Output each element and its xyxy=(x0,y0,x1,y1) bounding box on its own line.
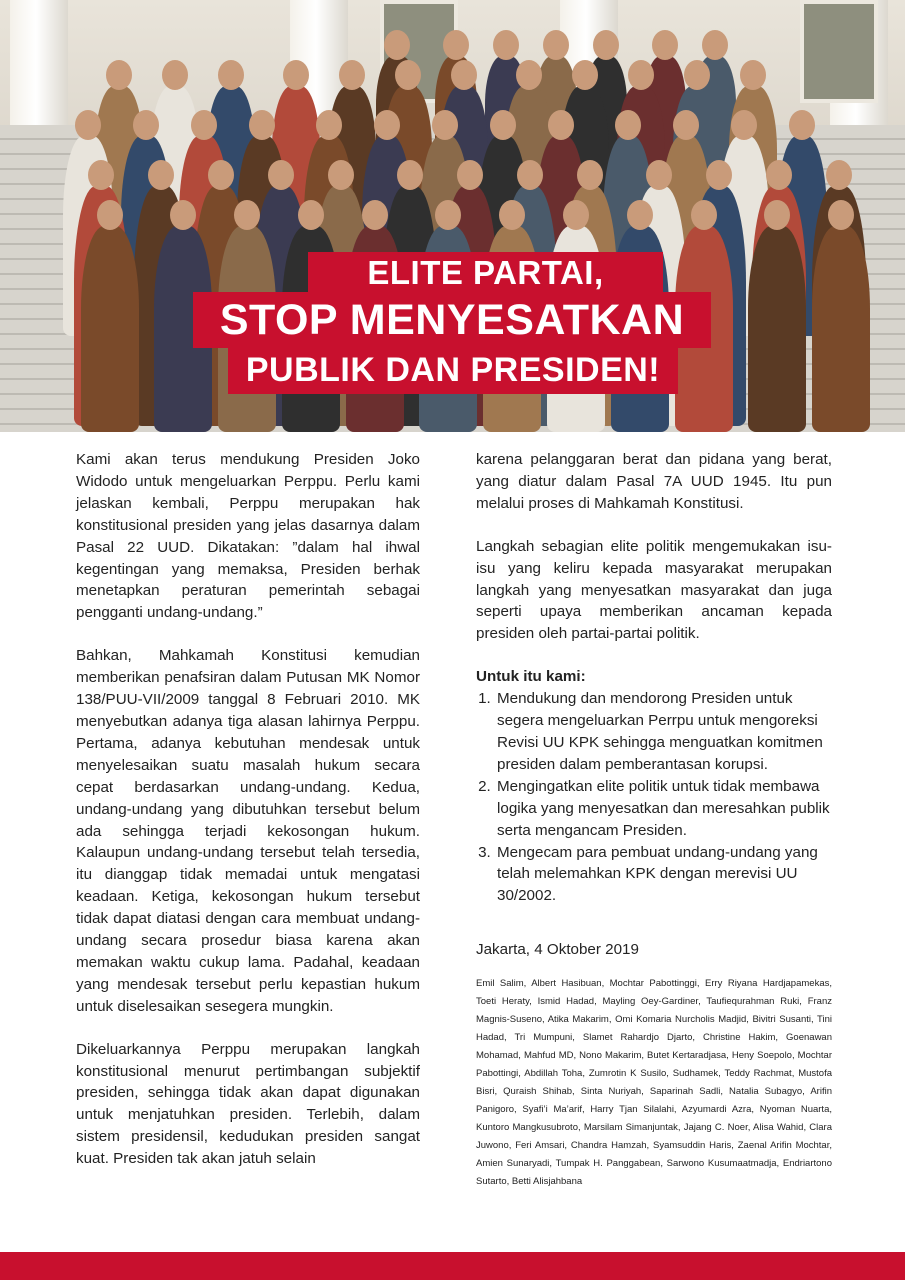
headline xyxy=(0,0,905,432)
hero-photo xyxy=(0,0,905,432)
headline-line-3: PUBLIK DAN PRESIDEN! xyxy=(228,346,678,394)
list-item: 1. Mendukung dan mendorong Presiden untuk segera mengeluarkan Perrpu untuk mengoreksi Revisi UU KPK sehingga menguatkan komitmen presiden dalam pemberantasan korupsi. xyxy=(495,688,832,776)
demands-list xyxy=(476,688,832,907)
list-heading: Untuk itu kami: xyxy=(476,668,586,686)
paragraph: Kami akan terus mendukung Presiden Joko Widodo untuk mengeluarkan Perppu. Perlu kami jelaskan kembali, Perppu merupakan hak konstitusional presiden yang jelas dasarnya dalam Pasal 22 UUD. Dikatakan: ”dalam hal ihwal kegentingan yang memaksa, Presiden berhak menetapkan peraturan pemerintah sebagai pengganti undang-undang.” xyxy=(76,451,420,622)
right-column xyxy=(476,449,832,1191)
signatories: Emil Salim, Albert Hasibuan, Mochtar Pabottinggi, Erry Riyana Hardjapamekas, Toeti Heraty, Ismid Hadad, Mayling Oey-Gardiner, Taufiequrahman Ruki, Franz Magnis-Suseno, Atika Makarim, Omi Komaria Nurcholis Madjid, Bivitri Susanti, Tini Hadad, Tri Mumpuni, Slamet Rahardjo Djarto, Christine Hakim, Goenawan Mohamad, Mahfud MD, Nono Makarim, Butet Kertaradjasa, Heny Soepolo, Mochtar Pabottingi, Abdillah Toha, Zumrotin K Susilo, Sudhamek, Teddy Rachmat, Mustofa Bisri, Quraish Shihab, Sinta Nuriyah, Saparinah Sadli, Natalia Subagyo, Arifin Panigoro, Syafi’i Ma’arif, Harry Tjan Silalahi, Azyumardi Azra, Nyoman Nuarta, Kuntoro Mangkusubroto, Marsilam Simanjuntak, Jajang C. Noer, Alisa Wahid, Clara Juwono, Feri Amsari, Chandra Hamzah, Syamsuddin Haris, Zaenal Arifin Mochtar, Amien Sunaryadi, Tumpak H. Panggabean, Sarwono Kusumaatmadja, Endriartono Sutarto, Betti Alisjahbana xyxy=(476,978,832,1188)
paragraph: Dikeluarkannya Perppu merupakan langkah konstitusional menurut pertimbangan subjektif presiden, sehingga tidak akan dapat digunakan untuk menjatuhkan presiden. Terlebih, dalam sistem presidensil, kedudukan presiden sangat kuat. Presiden tak akan jatuh selain xyxy=(76,1040,420,1168)
paragraph: Langkah sebagian elite politik mengemukakan isu-isu yang keliru kepada masyarakat merupakan langkah yang menyesatkan masyarakat dan juga seperti upaya memberikan ancaman kepada presiden oleh partai-partai politik. xyxy=(476,537,832,643)
paragraph: Bahkan, Mahkamah Konstitusi kemudian memberikan penafsiran dalam Putusan MK Nomor 138/PUU-VII/2009 tanggal 8 Februari 2010. MK menyebutkan adanya tiga alasan lahirnya Perppu. Pertama, adanya kebutuhan mendesak untuk menyelesaikan suatu masalah hukum secara cepat berdasarkan undang-undang. Kedua, undang-undang yang dibutuhkan tersebut belum ada sehingga terjadi kekosongan hukum. Kalaupun undang-undang tersebut telah tersedia, itu dianggap tidak memadai untuk mengatasi keadaan. Ketiga, kekosongan hukum tersebut tidak dapat diatasi dengan cara membuat undang-undang secara prosedur biasa karena akan memakan waktu cukup lama. Padahal, keadaan yang mendesak tersebut perlu kepastian hukum untuk diselesaikan sesegera mungkin. xyxy=(76,647,420,1015)
left-column xyxy=(76,449,420,1191)
paragraph: karena pelanggaran berat dan pidana yang berat, yang diatur dalam Pasal 7A UUD 1945. Itu pun melalui proses di Mahkamah Konstitusi. xyxy=(476,451,832,512)
list-item: 3. Mengecam para pembuat undang-undang yang telah melemahkan KPK dengan merevisi UU 30/2002. xyxy=(495,842,832,908)
headline-line-1: ELITE PARTAI, xyxy=(308,252,663,294)
headline-line-2: STOP MENYESATKAN xyxy=(193,292,711,348)
footer-bar xyxy=(0,1252,905,1280)
list-item: 2. Mengingatkan elite politik untuk tidak membawa logika yang menyesatkan dan meresahkan publik serta mengancam Presiden. xyxy=(495,776,832,842)
date-line: Jakarta, 4 Oktober 2019 xyxy=(476,941,639,959)
